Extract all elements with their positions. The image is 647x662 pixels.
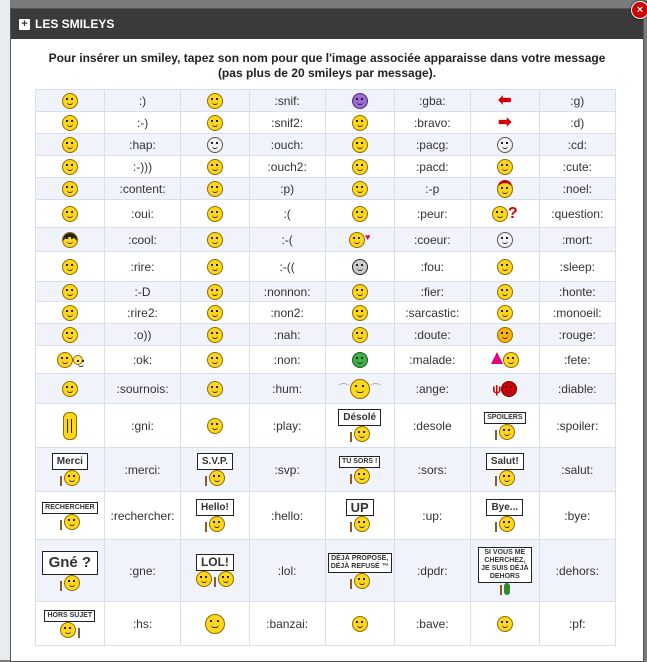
cactus-icon: [504, 583, 510, 595]
smiley-hum-icon[interactable]: [181, 374, 249, 404]
close-icon[interactable]: ×: [631, 1, 647, 19]
plus-box-icon[interactable]: +: [19, 19, 30, 30]
smiley-ouch-icon[interactable]: [181, 134, 249, 156]
smiley-arrow-left-icon[interactable]: ⬅: [471, 90, 540, 112]
smiley-code: :up:: [394, 492, 470, 540]
smiley-grin-icon[interactable]: [36, 282, 105, 302]
smiley-monoeil-icon[interactable]: [471, 302, 540, 324]
sign-text: Gné ?: [42, 551, 99, 575]
smiley-code: :(: [249, 200, 325, 228]
smiley-sors-sign[interactable]: [325, 448, 394, 492]
smiley-pacg-icon[interactable]: [325, 134, 394, 156]
smiley-code: :oui:: [104, 200, 181, 228]
smiley-code: :dpdr:: [394, 540, 470, 602]
smiley-code: :hello:: [249, 492, 325, 540]
smiley-code: :snif:: [249, 90, 325, 112]
smiley-snif2-icon[interactable]: [181, 112, 249, 134]
smiley-salut-sign[interactable]: [471, 448, 540, 492]
smiley-code: :peur:: [394, 200, 470, 228]
smiley-code: :malade:: [394, 346, 470, 374]
smiley-gni-icon[interactable]: [36, 404, 105, 448]
sign-text: RECHERCHER: [42, 502, 97, 514]
question-mark: ?: [507, 204, 518, 222]
smiley-code: :non2:: [249, 302, 325, 324]
smiley-code: :doute:: [394, 324, 470, 346]
smiley-code: :sournois:: [104, 374, 181, 404]
smiley-code: :noel:: [539, 178, 615, 200]
smiley-cd-icon[interactable]: [471, 134, 540, 156]
smiley-code: :fete:: [539, 346, 615, 374]
smiley-code: :rire2:: [104, 302, 181, 324]
dialog-title: LES SMILEYS: [35, 17, 115, 31]
smiley-code: :banzai:: [249, 602, 325, 646]
sign-text: LOL!: [196, 554, 234, 571]
sign-text: Bye...: [486, 499, 523, 516]
smiley-diable-icon[interactable]: ψ: [471, 374, 540, 404]
sign-text: [328, 553, 392, 573]
smiley-rire-icon[interactable]: [36, 252, 105, 282]
smiley-code: :fou:: [394, 252, 470, 282]
dialog-titlebar: [11, 9, 643, 39]
table-row: [36, 252, 616, 282]
smiley-sournois-icon[interactable]: [36, 374, 105, 404]
smiley-code: :bravo:: [394, 112, 470, 134]
table-row: [36, 404, 616, 448]
smiley-code: :sleep:: [539, 252, 615, 282]
smiley-up-sign[interactable]: [325, 492, 394, 540]
table-row: [36, 374, 616, 404]
table-row: [36, 602, 616, 646]
smiley-ange-icon[interactable]: ⌒ ⌒: [325, 374, 394, 404]
sign-text: [478, 547, 531, 583]
table-row: [36, 156, 616, 178]
smiley-code: :bye:: [539, 492, 615, 540]
smiley-code: :cd:: [539, 134, 615, 156]
smiley-fou-icon[interactable]: [325, 252, 394, 282]
sign-line: DÉJÀ PROPOSÉ,: [331, 554, 389, 562]
smiley-malade-icon[interactable]: [325, 346, 394, 374]
smiley-rire2-icon[interactable]: [36, 302, 105, 324]
smiley-code: :hs:: [104, 602, 181, 646]
sign-line: JE SUIS DÉJÀ: [481, 564, 529, 572]
smiley-code: :diable:: [539, 374, 615, 404]
table-row: [36, 492, 616, 540]
smiley-desole-sign[interactable]: [325, 404, 394, 448]
smiley-nonnon-icon[interactable]: [181, 282, 249, 302]
smiley-code: :merci:: [104, 448, 181, 492]
smiley-code: :-(: [249, 228, 325, 252]
table-row: [36, 228, 616, 252]
smiley-code: :play:: [249, 404, 325, 448]
table-row: [36, 200, 616, 228]
smiley-code: :hum:: [249, 374, 325, 404]
smiley-code: :spoiler:: [539, 404, 615, 448]
smiley-gne-sign[interactable]: [36, 540, 105, 602]
smiley-smile-icon[interactable]: [36, 90, 105, 112]
smiley-surprised-icon[interactable]: [36, 324, 105, 346]
smiley-code: :sarcastic:: [394, 302, 470, 324]
smiley-bave-icon[interactable]: [325, 602, 394, 646]
smiley-code: :dehors:: [539, 540, 615, 602]
smiley-ouch2-icon[interactable]: [181, 156, 249, 178]
smiley-rechercher-sign[interactable]: [36, 492, 105, 540]
table-row: [36, 540, 616, 602]
smiley-code: :cute:: [539, 156, 615, 178]
sign-text: HORS SUJET: [44, 610, 95, 622]
smiley-code: :non:: [249, 346, 325, 374]
smiley-code: :snif2:: [249, 112, 325, 134]
smiley-coeur-icon[interactable]: ♥: [325, 228, 394, 252]
smiley-smile-icon[interactable]: [36, 112, 105, 134]
smiley-code: :pacg:: [394, 134, 470, 156]
smiley-code: :): [104, 90, 181, 112]
smiley-bravo-icon[interactable]: [325, 112, 394, 134]
table-row: [36, 282, 616, 302]
smiley-cute-icon[interactable]: [471, 156, 540, 178]
table-row: [36, 178, 616, 200]
smiley-sad-icon[interactable]: [181, 228, 249, 252]
smiley-non-icon[interactable]: [181, 346, 249, 374]
smiley-sad-icon[interactable]: [181, 200, 249, 228]
smiley-rouge-icon[interactable]: [471, 324, 540, 346]
smiley-code: :-p: [394, 178, 470, 200]
smiley-code: :rouge:: [539, 324, 615, 346]
smiley-question-icon[interactable]: [471, 200, 540, 228]
smiley-code: :ange:: [394, 374, 470, 404]
smiley-code: :bave:: [394, 602, 470, 646]
smiley-code: :hap:: [104, 134, 181, 156]
smiley-code: :svp:: [249, 448, 325, 492]
smiley-code: :gba:: [394, 90, 470, 112]
sign-text: S.V.P.: [197, 453, 233, 470]
smiley-code: :-D: [104, 282, 181, 302]
smiley-gba-icon[interactable]: [325, 90, 394, 112]
smiley-fier-icon[interactable]: [325, 282, 394, 302]
smiley-code: :-): [104, 112, 181, 134]
smiley-code: :ouch:: [249, 134, 325, 156]
smiley-pf-icon[interactable]: [471, 602, 540, 646]
smiley-code: :nah:: [249, 324, 325, 346]
table-row: [36, 112, 616, 134]
smiley-code: :fier:: [394, 282, 470, 302]
smiley-code: :honte:: [539, 282, 615, 302]
smiley-sleep-icon[interactable]: [471, 252, 540, 282]
smiley-svp-sign[interactable]: [181, 448, 249, 492]
smiley-dpdr-sign[interactable]: [325, 540, 394, 602]
smiley-code: :coeur:: [394, 228, 470, 252]
smiley-code: :-((: [249, 252, 325, 282]
sign-text: Désolé: [338, 409, 381, 426]
sign-text: UP: [346, 499, 374, 516]
smiley-mort-icon[interactable]: [471, 228, 540, 252]
smiley-code: :d): [539, 112, 615, 134]
smiley-merci-sign[interactable]: [36, 448, 105, 492]
smiley-code: :content:: [104, 178, 181, 200]
table-row: [36, 324, 616, 346]
table-row: [36, 134, 616, 156]
sign-text: Hello!: [196, 499, 234, 516]
smiley-noel-icon[interactable]: [471, 178, 540, 200]
instructions-line-1: Pour insérer un smiley, tapez son nom pour que l'image associée apparaisse dans votre message: [48, 51, 606, 65]
smiley-code: :pf:: [539, 602, 615, 646]
smiley-sarcastic-icon[interactable]: [325, 302, 394, 324]
sign-text: Merci: [52, 453, 88, 470]
smiley-code: :gni:: [104, 404, 181, 448]
smiley-cry-icon[interactable]: [181, 252, 249, 282]
smiley-tongue-icon[interactable]: [325, 178, 394, 200]
table-row: [36, 302, 616, 324]
table-row: [36, 90, 616, 112]
smiley-banzai-icon[interactable]: [181, 602, 249, 646]
smiley-play-icon[interactable]: [181, 404, 249, 448]
instructions: [21, 51, 633, 81]
smiley-code: :ouch2:: [249, 156, 325, 178]
sign-line: CHERCHEZ,: [484, 556, 526, 564]
smiley-oui-icon[interactable]: [36, 200, 105, 228]
smiley-tongue-icon[interactable]: [181, 178, 249, 200]
smiley-code: :question:: [539, 200, 615, 228]
sign-line: SI VOUS ME: [484, 548, 526, 556]
smiley-hello-sign[interactable]: [181, 492, 249, 540]
smiley-code: :g): [539, 90, 615, 112]
smiley-spoiler-sign[interactable]: [471, 404, 540, 448]
table-row: [36, 346, 616, 374]
smiley-arrow-right-icon[interactable]: ➡: [471, 112, 540, 134]
smiley-code: :rire:: [104, 252, 181, 282]
smiley-code: :o)): [104, 324, 181, 346]
smiley-pacd-icon[interactable]: [325, 156, 394, 178]
background-page: [0, 0, 10, 660]
smiley-doute-icon[interactable]: [325, 324, 394, 346]
sign-line: DEHORS: [489, 572, 520, 580]
sign-text: Salut!: [486, 453, 524, 470]
smiley-code: :salut:: [539, 448, 615, 492]
sign-text: SPOILERS: [484, 412, 525, 424]
smiley-code: :p): [249, 178, 325, 200]
sign-line: DÉJÀ REFUSÉ ™: [330, 562, 389, 570]
smiley-code: :gne:: [104, 540, 181, 602]
smiley-code: :ok:: [104, 346, 181, 374]
smiley-smile-icon[interactable]: [36, 156, 105, 178]
smiley-code: :mort:: [539, 228, 615, 252]
smiley-code: :-))): [104, 156, 181, 178]
smiley-code: :pacd:: [394, 156, 470, 178]
smileys-table: [35, 89, 616, 646]
smiley-hs-sign[interactable]: [36, 602, 105, 646]
smiley-code: :desole: [394, 404, 470, 448]
smiley-nah-icon[interactable]: [181, 324, 249, 346]
smiley-hap-icon[interactable]: [36, 134, 105, 156]
smiley-code: :nonnon:: [249, 282, 325, 302]
smiley-code: :sors:: [394, 448, 470, 492]
smiley-content-icon[interactable]: [36, 178, 105, 200]
smiley-bye-sign[interactable]: [471, 492, 540, 540]
sign-text: TU SORS !: [339, 456, 380, 468]
smiley-cool-icon[interactable]: [36, 228, 105, 252]
smiley-code: :cool:: [104, 228, 181, 252]
table-row: [36, 448, 616, 492]
smiley-peur-icon[interactable]: [325, 200, 394, 228]
smiley-honte-icon[interactable]: [471, 282, 540, 302]
smiley-ok-icon[interactable]: [36, 346, 105, 374]
smiley-code: :lol:: [249, 540, 325, 602]
smiley-fete-icon[interactable]: [471, 346, 540, 374]
smiley-code: :rechercher:: [104, 492, 181, 540]
smiley-snif-icon[interactable]: [181, 90, 249, 112]
smiley-code: :monoeil:: [539, 302, 615, 324]
smileys-dialog: [10, 4, 644, 662]
instructions-line-2: (pas plus de 20 smileys par message).: [217, 66, 437, 80]
smiley-lol-sign[interactable]: [181, 540, 249, 602]
smiley-dehors-sign[interactable]: [471, 540, 540, 602]
smiley-non2-icon[interactable]: [181, 302, 249, 324]
